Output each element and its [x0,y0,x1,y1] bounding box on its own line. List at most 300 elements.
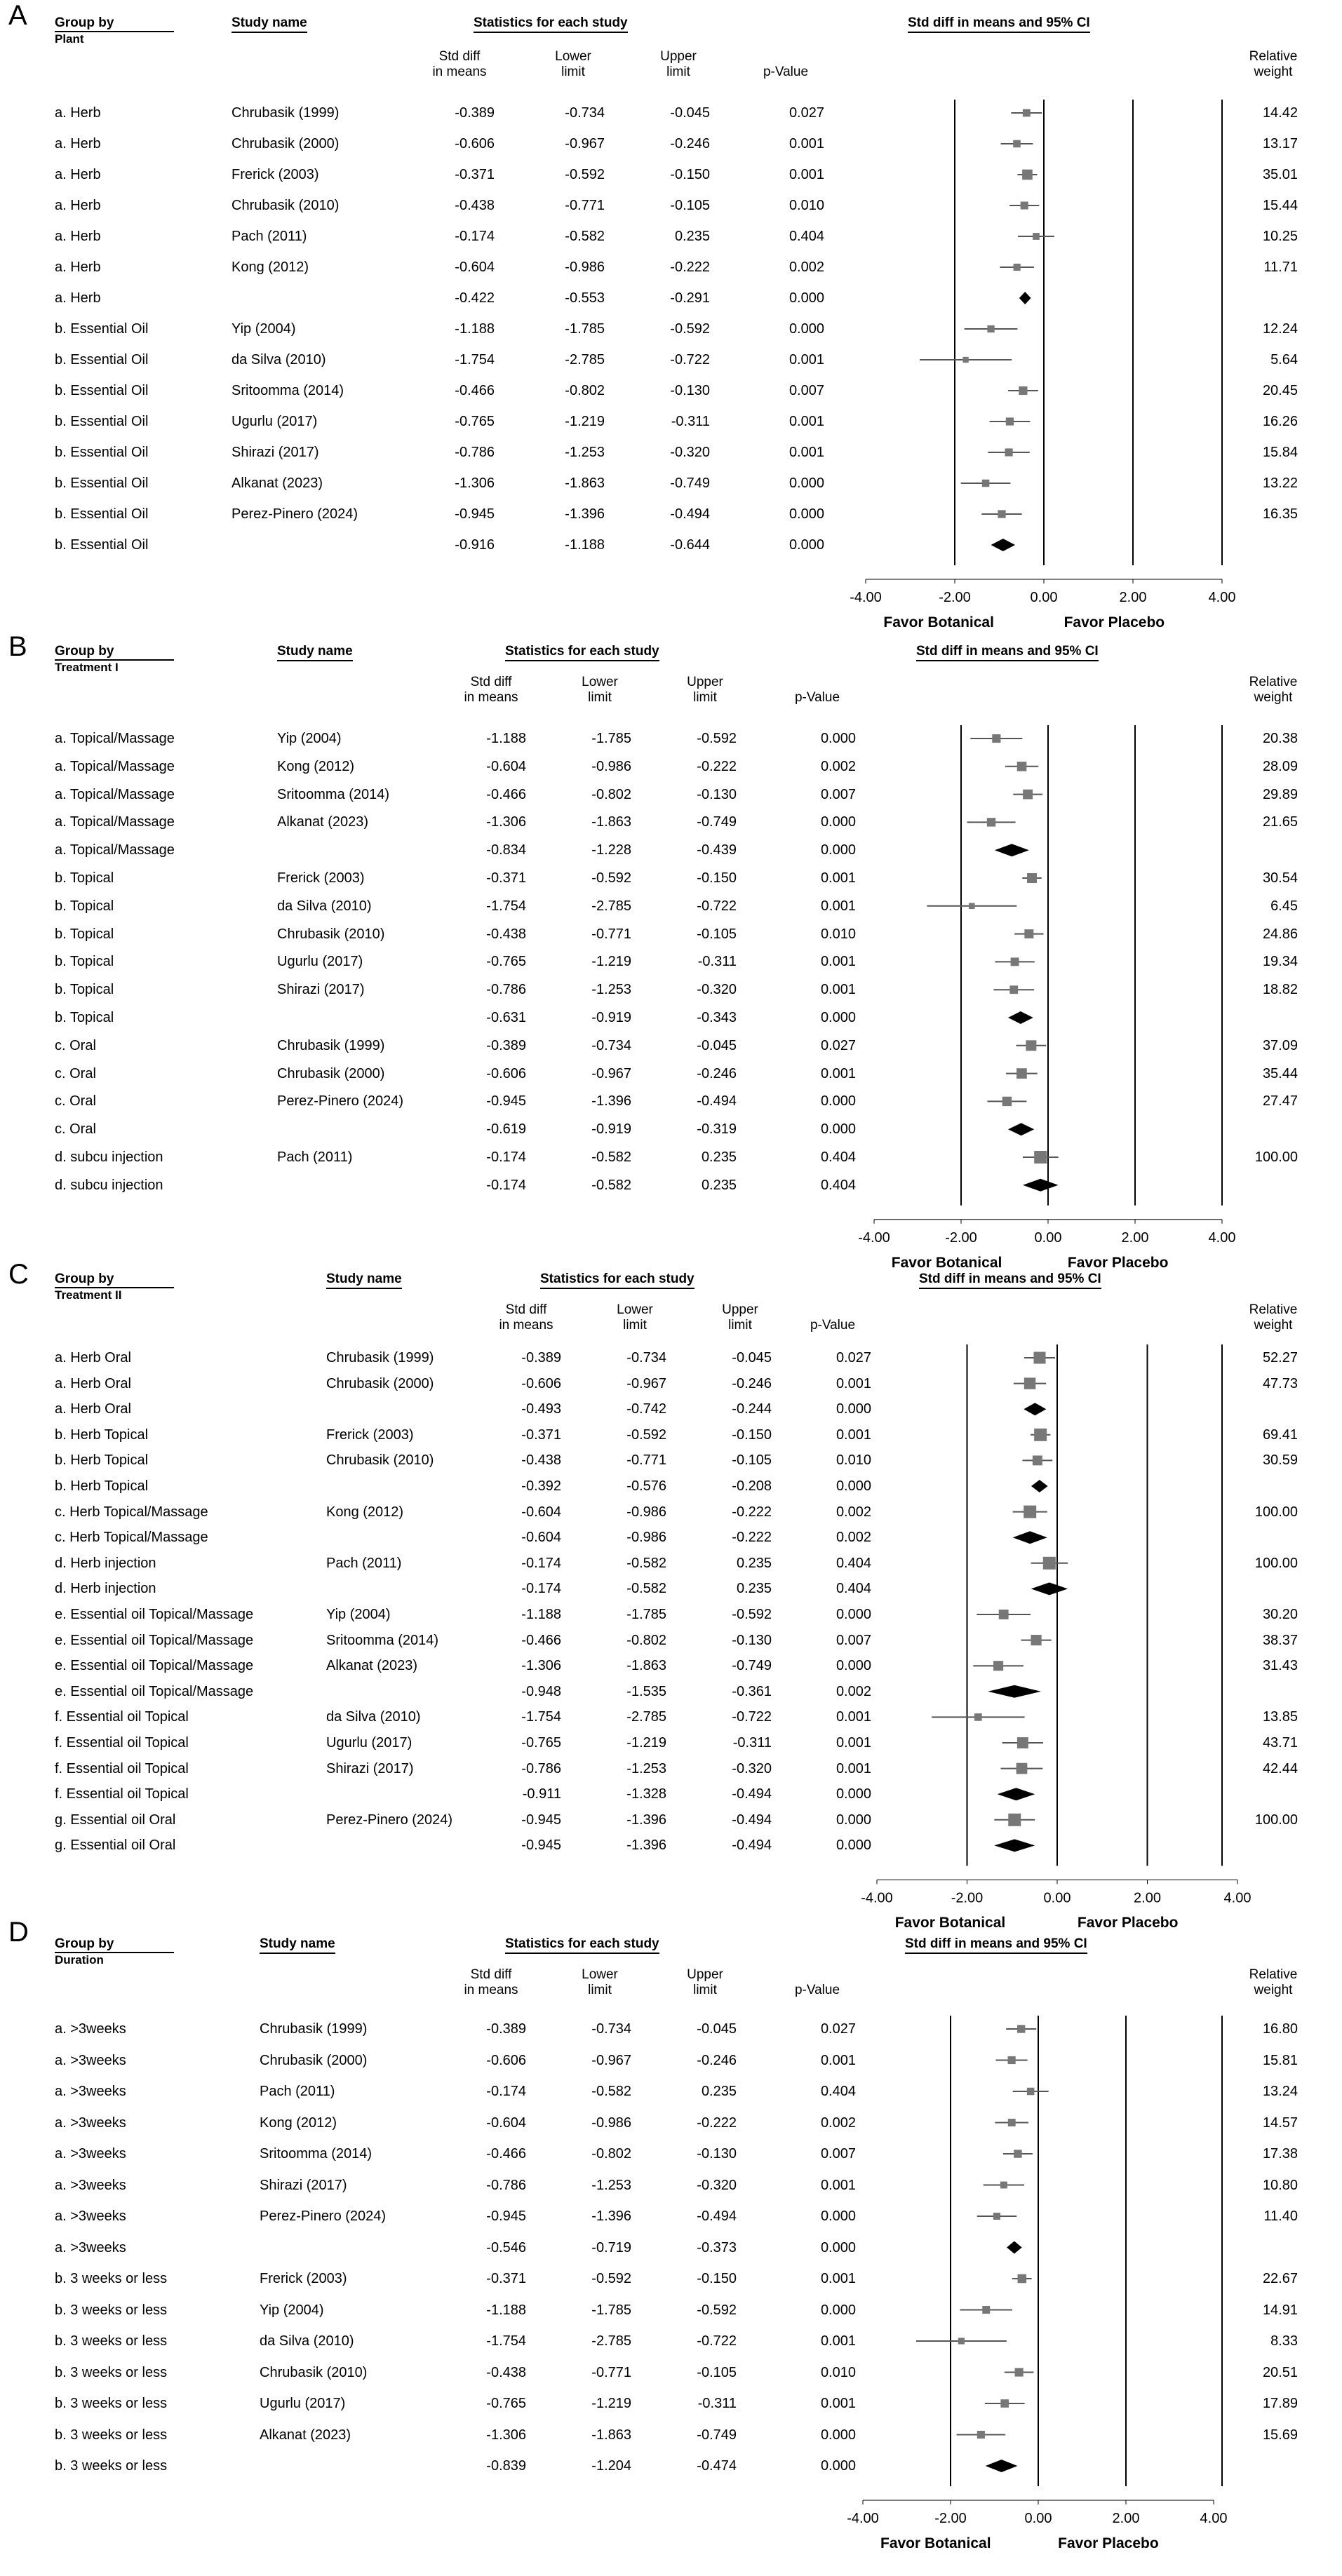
study-row-group: a. Topical/Massage [55,786,175,802]
study-row-pvalue: 0.000 [820,2427,856,2443]
study-row-lower: -0.771 [565,198,605,213]
study-row-upper: -0.320 [697,2177,737,2193]
summary-row-upper: -0.644 [670,537,710,553]
study-row-lower: -0.802 [565,383,605,398]
study-row-upper: -0.130 [732,1632,772,1648]
study-row-estimate: -0.438 [455,198,495,213]
study-row-upper: -0.592 [697,731,737,746]
study-row-lower: -0.582 [591,2084,631,2099]
study-row-estimate: -0.786 [486,982,526,998]
study-row-lower: -0.582 [626,1555,666,1571]
study-row-lower: -1.863 [565,476,605,491]
summary-row-estimate: -0.422 [455,290,495,306]
study-row-estimate: -0.786 [455,445,495,460]
study-row-upper: -0.130 [670,383,710,398]
study-row-study: Chrubasik (2000) [260,2052,368,2068]
summary-row-pvalue: 0.000 [789,537,824,553]
study-row-weight: 16.35 [1262,506,1298,522]
summary-row-group: e. Essential oil Topical/Massage [55,1683,254,1699]
study-row-group: b. Topical [55,898,114,914]
lower-limit-col-header: Lower limit [582,1967,618,1997]
study-row-lower: -0.771 [591,926,631,942]
study-row-weight: 16.80 [1262,2021,1298,2037]
study-row-upper: -0.045 [732,1350,772,1365]
summary-row-pvalue: 0.000 [820,2458,856,2474]
summary-row-pvalue: 0.000 [820,842,856,858]
relative-weight-col-header: Relative weight [1249,675,1298,705]
upper-limit-col-header: Upper limit [660,49,697,79]
point-estimate-marker [958,2338,965,2344]
study-row-group: e. Essential oil Topical/Massage [55,1632,254,1648]
study-row-group: b. Herb Topical [55,1452,149,1469]
summary-row-estimate: -0.604 [521,1530,561,1546]
study-row-group: c. Oral [55,1065,96,1081]
study-row-estimate: -0.606 [486,2052,526,2068]
study-row-upper: -0.320 [697,982,737,998]
study-row-pvalue: 0.027 [789,105,824,121]
study-row-weight: 100.00 [1254,1555,1298,1571]
upper-limit-col-header: Upper limit [687,1967,723,1997]
summary-row-upper: -0.439 [697,842,737,858]
study-row-group: b. Herb Topical [55,1427,149,1443]
study-row-lower: -0.986 [626,1504,666,1520]
summary-row-estimate: -0.834 [486,842,526,858]
study-row-lower: -1.253 [565,445,605,460]
study-row-upper: -0.494 [697,1093,737,1110]
study-row-estimate: -0.606 [486,1065,526,1081]
study-row-weight: 8.33 [1270,2333,1298,2349]
study-row-weight: 16.26 [1262,414,1298,429]
study-row-weight: 29.89 [1262,786,1298,802]
summary-row-group: a. Herb Oral [55,1401,131,1417]
study-row-pvalue: 0.000 [789,476,824,491]
study-row-upper: -0.045 [670,105,710,121]
study-row-pvalue: 0.001 [789,445,824,460]
study-row-study: da Silva (2010) [277,898,372,914]
study-row-weight: 30.54 [1262,870,1298,886]
summary-row-pvalue: 0.000 [820,2239,856,2255]
study-row-lower: -0.986 [565,259,605,275]
summary-row-group: c. Herb Topical/Massage [55,1530,208,1546]
study-row-weight: 10.25 [1262,229,1298,244]
study-row-lower: -0.592 [591,870,631,886]
study-row-estimate: -1.754 [455,352,495,367]
study-row-weight: 43.71 [1262,1735,1298,1751]
summary-row-estimate: -0.392 [521,1478,561,1494]
study-row-estimate: -0.371 [455,167,495,182]
study-row-upper: -0.311 [697,954,737,970]
study-row-upper: -0.105 [670,198,710,213]
study-row-study: Sritoomma (2014) [277,786,390,802]
study-row-group: a. Herb [55,105,101,121]
study-row-group: b. 3 weeks or less [55,2364,168,2380]
study-row-study: Pach (2011) [260,2084,335,2099]
point-estimate-marker [1014,2150,1022,2158]
study-row-weight: 10.80 [1262,2177,1298,2193]
study-row-pvalue: 0.000 [789,506,824,522]
x-tick-label: 0.00 [1024,2511,1052,2526]
study-row-upper: -0.105 [697,926,737,942]
panel-label: A [8,0,27,31]
study-row-estimate: -0.438 [486,2364,526,2380]
study-row-group: a. Herb Oral [55,1350,131,1365]
study-row-pvalue: 0.001 [836,1375,871,1391]
summary-row-upper: -0.373 [697,2239,737,2255]
study-row-weight: 100.00 [1254,1812,1298,1828]
study-row-pvalue: 0.001 [820,898,856,914]
study-row-upper: -0.246 [697,1065,737,1081]
study-row-study: Chrubasik (2000) [277,1065,385,1081]
summary-diamond [1007,2241,1022,2254]
study-row-pvalue: 0.001 [836,1760,871,1776]
study-row-estimate: -0.945 [521,1812,561,1828]
study-row-weight: 22.67 [1262,2271,1298,2286]
group-by-text: Group by [55,1936,174,1953]
favor-placebo-label: Favor Placebo [1077,1915,1179,1931]
summary-row-lower: -1.328 [626,1786,666,1802]
study-row-pvalue: 0.001 [789,167,824,182]
summary-row-lower: -0.919 [591,1010,631,1025]
study-row-lower: -2.785 [626,1709,666,1725]
x-tick-label: 0.00 [1030,590,1058,605]
study-row-estimate: -0.389 [455,105,495,121]
study-row-pvalue: 0.001 [820,2052,856,2068]
study-row-group: b. Essential Oil [55,414,149,429]
study-row-lower: -1.785 [591,731,631,746]
panel-label: D [8,1917,29,1948]
study-row-lower: -1.863 [591,814,631,830]
study-row-lower: -0.771 [626,1452,666,1469]
study-row-study: Pach (2011) [326,1555,402,1571]
study-row-upper: -0.722 [697,898,737,914]
study-row-lower: -1.396 [626,1812,666,1828]
study-row-estimate: -0.466 [486,2146,526,2162]
study-row-study: Shirazi (2017) [260,2177,347,2193]
study-row-estimate: -0.604 [521,1504,561,1520]
point-estimate-marker [1027,2088,1035,2096]
study-row-study: Chrubasik (1999) [326,1350,434,1365]
summary-row-pvalue: 0.000 [820,1121,856,1138]
study-row-pvalue: 0.027 [820,1037,856,1053]
study-row-upper: -0.494 [697,2209,737,2224]
study-row-weight: 17.38 [1262,2146,1298,2162]
study-row-upper: -0.592 [697,2302,737,2318]
study-row-weight: 100.00 [1254,1504,1298,1520]
study-row-lower: -0.967 [591,1065,631,1081]
study-row-pvalue: 0.002 [820,2115,856,2131]
study-row-study: Shirazi (2017) [232,445,319,460]
study-row-pvalue: 0.001 [820,2333,856,2349]
study-row-lower: -0.986 [591,2115,631,2131]
summary-row-group: a. >3weeks [55,2239,126,2255]
study-row-pvalue: 0.000 [836,1607,871,1622]
study-row-lower: -0.592 [591,2271,631,2286]
study-row-estimate: -0.371 [486,2271,526,2286]
study-row-lower: -1.785 [626,1607,666,1622]
study-row-pvalue: 0.002 [820,758,856,774]
study-row-group: b. 3 weeks or less [55,2302,168,2318]
study-row-estimate: -0.606 [455,136,495,151]
group-variable-name: Treatment II [55,1288,122,1302]
study-row-pvalue: 0.002 [836,1504,871,1520]
study-row-weight: 15.69 [1262,2427,1298,2443]
study-row-estimate: -0.174 [521,1555,561,1571]
summary-row-upper: -0.343 [697,1010,737,1025]
x-tick-label: -4.00 [858,1229,890,1246]
study-row-estimate: -1.188 [486,731,526,746]
study-row-group: f. Essential oil Topical [55,1735,189,1751]
upper-limit-col-header: Upper limit [722,1302,758,1333]
summary-row-group: b. Herb Topical [55,1478,149,1494]
study-row-weight: 19.34 [1262,954,1298,970]
study-name-header: Study name [326,1272,402,1289]
favor-botanical-label: Favor Botanical [891,1254,1002,1271]
study-row-weight: 31.43 [1262,1658,1298,1674]
study-row-study: Yip (2004) [260,2302,324,2318]
study-row-estimate: -1.754 [521,1709,561,1725]
study-row-upper: -0.320 [670,445,710,460]
study-row-lower: -1.219 [565,414,605,429]
summary-row-group: g. Essential oil Oral [55,1837,176,1854]
panel-label: C [8,1259,29,1290]
study-row-lower: -1.396 [591,1093,631,1110]
study-row-upper: -0.105 [732,1452,772,1469]
study-row-upper: -0.722 [697,2333,737,2349]
study-row-pvalue: 0.001 [820,1065,856,1081]
study-row-upper: -0.045 [697,2021,737,2037]
point-estimate-marker [1017,2025,1025,2032]
study-row-estimate: -0.466 [455,383,495,398]
summary-row-pvalue: 0.000 [789,290,824,306]
favor-placebo-label: Favor Placebo [1067,1254,1169,1271]
study-row-pvalue: 0.001 [820,954,856,970]
point-estimate-marker [1008,2056,1016,2064]
study-row-pvalue: 0.007 [820,2146,856,2162]
summary-row-upper: -0.494 [732,1786,772,1802]
study-row-upper: -0.150 [670,167,710,182]
study-row-group: a. Herb [55,259,101,275]
study-row-group: a. Topical/Massage [55,731,175,746]
study-row-estimate: -0.765 [486,954,526,970]
study-row-group: a. >3weeks [55,2052,126,2068]
study-row-group: c. Oral [55,1093,96,1110]
study-row-group: b. Essential Oil [55,321,149,337]
study-row-group: c. Herb Topical/Massage [55,1504,208,1520]
study-row-weight: 13.17 [1262,136,1298,151]
study-row-study: Ugurlu (2017) [232,414,318,429]
study-row-weight: 42.44 [1262,1760,1298,1776]
summary-row-upper: -0.244 [732,1401,772,1417]
study-row-group: d. Herb injection [55,1555,156,1571]
std-diff-col-header: Std diff in means [432,49,487,79]
study-row-lower: -1.219 [626,1735,666,1751]
study-row-lower: -0.802 [591,786,631,802]
summary-row-pvalue: 0.404 [820,1177,856,1193]
group-variable-name: Plant [55,32,84,46]
summary-row-pvalue: 0.000 [820,1010,856,1025]
point-estimate-marker [1015,2368,1024,2376]
x-tick-label: -2.00 [951,1890,984,1906]
x-tick-label: 4.00 [1208,590,1236,605]
study-row-pvalue: 0.010 [836,1452,871,1469]
summary-row-estimate: -0.916 [455,537,495,553]
favor-placebo-label: Favor Placebo [1063,614,1165,630]
study-row-weight: 5.64 [1270,352,1298,367]
relative-weight-col-header: Relative weight [1249,49,1298,79]
group-variable-name: Duration [55,1953,104,1967]
study-row-pvalue: 0.001 [836,1709,871,1725]
study-row-upper: -0.222 [697,758,737,774]
study-row-weight: 47.73 [1262,1375,1298,1391]
forest-title: Std diff in means and 95% CI [919,1272,1101,1289]
study-row-lower: -1.219 [591,2396,631,2411]
study-row-pvalue: 0.010 [789,198,824,213]
study-row-group: a. >3weeks [55,2146,126,2162]
study-row-weight: 15.84 [1262,445,1298,460]
study-row-study: Frerick (2003) [232,167,319,182]
study-row-study: Perez-Pinero (2024) [232,506,358,522]
study-row-pvalue: 0.001 [820,2177,856,2193]
study-row-study: Ugurlu (2017) [260,2396,346,2411]
study-row-study: Chrubasik (2010) [277,926,385,942]
study-row-group: e. Essential oil Topical/Massage [55,1658,254,1674]
study-row-upper: -0.592 [732,1607,772,1622]
x-tick-label: -4.00 [861,1890,893,1906]
study-row-estimate: -0.438 [486,926,526,942]
study-row-pvalue: 0.002 [789,259,824,275]
study-row-lower: -0.802 [591,2146,631,2162]
lower-limit-col-header: Lower limit [617,1302,653,1333]
study-row-pvalue: 0.000 [820,2209,856,2224]
study-row-group: e. Essential oil Topical/Massage [55,1607,254,1622]
summary-row-group: a. Topical/Massage [55,842,175,858]
summary-row-pvalue: 0.000 [836,1786,871,1802]
study-row-group: f. Essential oil Topical [55,1760,189,1776]
study-row-pvalue: 0.000 [820,731,856,746]
study-row-lower: -0.592 [565,167,605,182]
study-row-estimate: -0.438 [521,1452,561,1469]
study-row-estimate: -0.606 [521,1375,561,1391]
summary-row-estimate: -0.948 [521,1683,561,1699]
study-row-lower: -1.253 [591,982,631,998]
study-row-weight: 100.00 [1254,1149,1298,1165]
study-row-group: b. Essential Oil [55,506,149,522]
study-name-header: Study name [232,15,307,33]
study-row-upper: -0.130 [697,2146,737,2162]
study-row-study: Kong (2012) [277,758,355,774]
summary-row-upper: -0.319 [697,1121,737,1138]
study-row-group: b. 3 weeks or less [55,2396,168,2411]
std-diff-col-header: Std diff in means [464,675,518,705]
study-row-estimate: -1.754 [486,898,526,914]
study-row-weight: 52.27 [1262,1350,1298,1365]
study-row-lower: -2.785 [565,352,605,367]
summary-row-lower: -0.742 [626,1401,666,1417]
group-by-text: Group by [55,1272,174,1288]
study-row-pvalue: 0.000 [836,1658,871,1674]
study-row-pvalue: 0.404 [820,2084,856,2099]
study-row-group: a. Herb Oral [55,1375,131,1391]
study-name-header: Study name [277,644,353,661]
std-diff-col-header: Std diff in means [464,1967,518,1997]
study-row-lower: -1.785 [565,321,605,337]
study-row-group: b. Essential Oil [55,352,149,367]
study-row-estimate: -0.371 [521,1427,561,1443]
study-row-lower: -2.785 [591,2333,631,2349]
study-row-study: Ugurlu (2017) [326,1735,412,1751]
p-value-col-header: p-Value [810,1318,856,1333]
study-row-study: Sritoomma (2014) [326,1632,439,1648]
study-row-lower: -0.967 [591,2052,631,2068]
summary-row-lower: -0.553 [565,290,605,306]
study-row-group: b. 3 weeks or less [55,2271,168,2286]
summary-row-lower: -1.396 [626,1837,666,1854]
study-row-estimate: -0.604 [486,758,526,774]
study-row-weight: 30.59 [1262,1452,1298,1469]
summary-row-estimate: -0.631 [486,1010,526,1025]
study-row-study: Chrubasik (1999) [277,1037,385,1053]
study-row-lower: -0.734 [565,105,605,121]
study-row-upper: -0.722 [670,352,710,367]
study-row-group: b. Topical [55,954,114,970]
study-row-weight: 35.44 [1262,1065,1298,1081]
study-row-lower: -0.967 [565,136,605,151]
study-row-pvalue: 0.007 [836,1632,871,1648]
study-row-estimate: -1.754 [486,2333,526,2349]
study-row-study: Chrubasik (1999) [260,2021,368,2037]
p-value-col-header: p-Value [794,690,840,705]
study-row-upper: -0.246 [732,1375,772,1391]
study-row-study: Kong (2012) [260,2115,337,2131]
study-row-pvalue: 0.001 [789,414,824,429]
study-row-weight: 69.41 [1262,1427,1298,1443]
summary-row-group: d. Herb injection [55,1581,156,1597]
study-row-pvalue: 0.027 [820,2021,856,2037]
study-row-group: f. Essential oil Topical [55,1709,189,1725]
study-row-lower: -0.582 [591,1149,631,1165]
point-estimate-marker [1000,2399,1009,2408]
study-row-group: a. Herb [55,167,101,182]
favor-botanical-label: Favor Botanical [883,614,994,630]
summary-row-lower: -0.919 [591,1121,631,1138]
summary-row-group: b. 3 weeks or less [55,2458,168,2474]
study-row-estimate: -0.765 [486,2396,526,2411]
study-row-study: Yip (2004) [277,731,342,746]
study-row-weight: 27.47 [1262,1093,1298,1110]
study-row-study: Chrubasik (2010) [232,198,340,213]
study-row-lower: -0.582 [565,229,605,244]
summary-row-estimate: -0.619 [486,1121,526,1138]
study-row-estimate: -0.786 [521,1760,561,1776]
study-name-header: Study name [260,1936,335,1954]
study-row-weight: 17.89 [1262,2396,1298,2411]
study-row-weight: 18.82 [1262,982,1298,998]
point-estimate-marker [1000,2182,1007,2189]
summary-row-lower: -1.204 [591,2458,631,2474]
summary-row-upper: -0.291 [670,290,710,306]
study-row-group: a. >3weeks [55,2115,126,2131]
study-row-weight: 14.57 [1262,2115,1298,2131]
x-tick-label: 4.00 [1223,1890,1252,1906]
study-row-estimate: -0.945 [455,506,495,522]
favor-botanical-label: Favor Botanical [894,1915,1006,1931]
study-row-upper: -0.494 [732,1812,772,1828]
group-by-text: Group by [55,644,174,661]
study-row-study: Perez-Pinero (2024) [260,2209,387,2224]
study-row-upper: -0.311 [671,414,710,429]
point-estimate-marker [1018,2274,1027,2284]
point-estimate-marker [1008,2119,1016,2126]
